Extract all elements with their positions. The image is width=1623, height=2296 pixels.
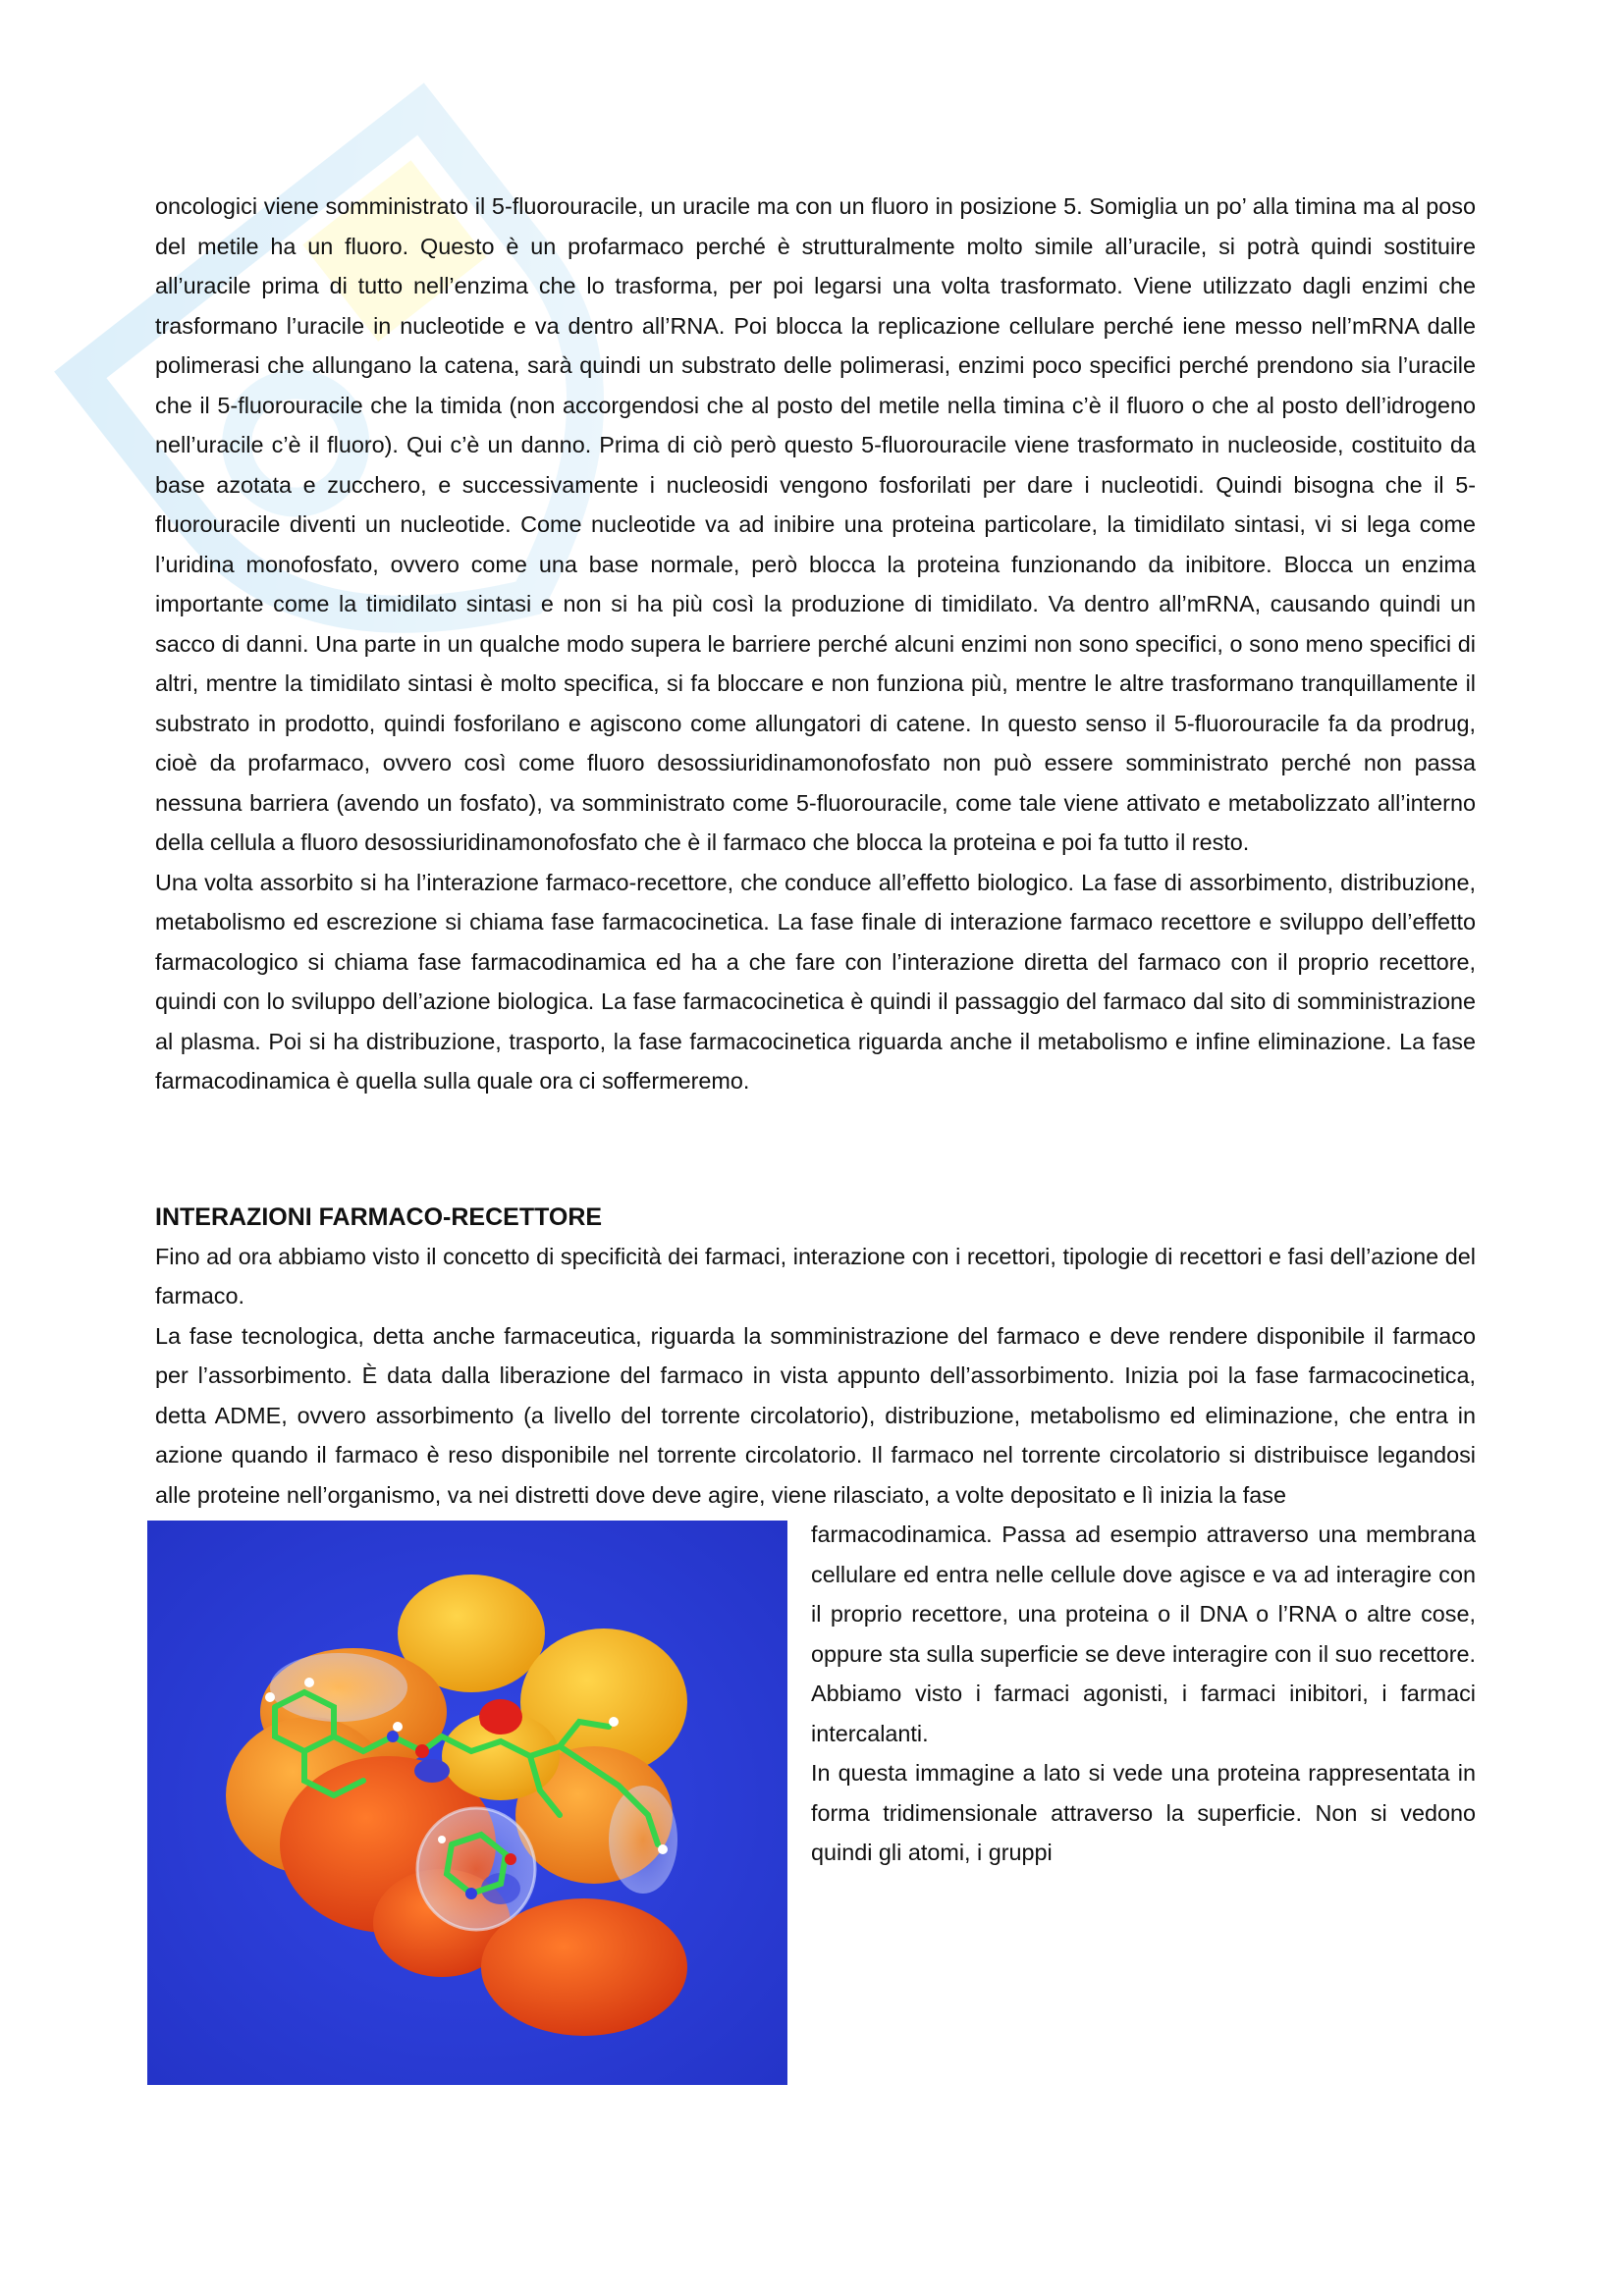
document-body <box>155 187 1476 2085</box>
paragraph: oncologici viene somministrato il 5-fluorouracile, un uracile ma con un fluoro in posizione 5. Somiglia un po’ alla timina ma al poso del metile ha un fluoro. Questo è un profarmaco perché è strutturalmente molto simile all’uracile, si potrà quindi sostituire all’uracile prima di tutto nell’enzima che lo trasforma, per poi legarsi una volta trasformato. Viene utilizzato dagli enzimi che trasformano l’uracile in nucleotide e va dentro all’RNA. Poi blocca la replicazione cellulare perché iene messo nell’mRNA dalle polimerasi che allungano la catena, sarà quindi un substrato delle polimerasi, enzimi poco specifici perché prendono sia l’uracile che il 5-fluorouracile che la timida (non accorgendosi che al posto del metile nella timina c’è il fluoro o che al posto dell’idrogeno nell’uracile c’è il fluoro). Qui c’è un danno. Prima di ciò però questo 5-fluorouracile viene trasformato in nucleoside, costituito da base azotata e zucchero, e successivamente i nucleosidi vengono fosforilati per dare i nucleotidi. Quindi bisogna che il 5-fluorouracile diventi un nucleotide. Come nucleotide va ad inibire una proteina particolare, la timidilato sintasi, vi si lega come l’uridina monofosfato, ovvero come una base normale, però blocca la proteina funzionando da inibitore. Blocca un enzima importante come la timidilato sintasi e non si ha più così la produzione di timidilato. Va dentro all’mRNA, causando quindi un sacco di danni. Una parte in un qualche modo supera le barriere perché alcuni enzimi non sono specifici, o sono meno specifici di altri, mentre la timidilato sintasi è molto specifica, si fa bloccare e non funziona più, mentre le altre trasformano tranquillamente il substrato in prodotto, quindi fosforilano e agiscono come allungatori di catene. In questo senso il 5-fluorouracile fa da prodrug, cioè da profarmaco, ovvero così come fluoro desossiuridinamonofosfato non può essere somministrato perché non passa nessuna barriera (avendo un fosfato), va somministrato come 5-fluorouracile, come tale viene attivato e metabolizzato all’interno della cellula a fluoro desossiuridinamonofosfato che è il farmaco che blocca la proteina e poi fa tutto il resto. <box>155 193 1476 855</box>
paragraph: farmacodinamica. Passa ad esempio attraverso una membrana cellulare ed entra nelle cellule dove agisce e va ad interagire con il proprio recettore, una proteina o il DNA o l’RNA o altre cose, oppure sta sulla superficie se deve interagire con il suo recettore. Abbiamo visto i farmaci agonisti, i farmaci inibitori, i farmaci intercalanti. <box>811 1522 1476 1746</box>
protein-surface-image <box>147 1521 787 2085</box>
protein-surface-figure <box>147 1521 787 2085</box>
paragraph: La fase tecnologica, detta anche farmaceutica, riguarda la somministrazione del farmaco e deve rendere disponibile il farmaco per l’assorbimento. È data dalla liberazione del farmaco in vista appunto dell’assorbimento. Inizia poi la fase farmacocinetica, detta ADME, ovvero assorbimento (a livello del torrente circolatorio), distribuzione, metabolismo ed eliminazione, che entra in azione quando il farmaco è reso disponibile nel torrente circolatorio. Il farmaco nel torrente circolatorio si distribuisce legandosi alle proteine nell’organismo, va nei distretti dove deve agire, viene rilasciato, a volte depositato e lì inizia la fase <box>155 1322 1476 1508</box>
paragraph: In questa immagine a lato si vede una proteina rappresentata in forma tridimensionale attraverso la superficie. Non si vedono quindi gli atomi, i gruppi <box>811 1760 1476 1865</box>
figure-section <box>155 1515 1476 1873</box>
section-heading: INTERAZIONI FARMACO-RECETTORE <box>155 1202 603 1231</box>
paragraph: Una volta assorbito si ha l’interazione farmaco-recettore, che conduce all’effetto biologico. La fase di assorbimento, distribuzione, metabolismo ed escrezione si chiama fase farmacocinetica. La fase finale di interazione farmaco recettore e sviluppo dell’effetto farmacologico si chiama fase farmacodinamica ed ha a che fare con l’interazione diretta del farmaco con il proprio recettore, quindi con lo sviluppo dell’azione biologica. La fase farmacocinetica è quindi il passaggio del farmaco dal sito di somministrazione al plasma. Poi si ha distribuzione, trasporto, la fase farmacocinetica riguarda anche il metabolismo e infine eliminazione. La fase farmacodinamica è quella sulla quale ora ci soffermeremo. <box>155 869 1476 1094</box>
section-spacer <box>155 1101 1476 1198</box>
paragraph: Fino ad ora abbiamo visto il concetto di specificità dei farmaci, interazione con i recettori, tipologie di recettori e fasi dell’azione del farmaco. <box>155 1243 1476 1308</box>
